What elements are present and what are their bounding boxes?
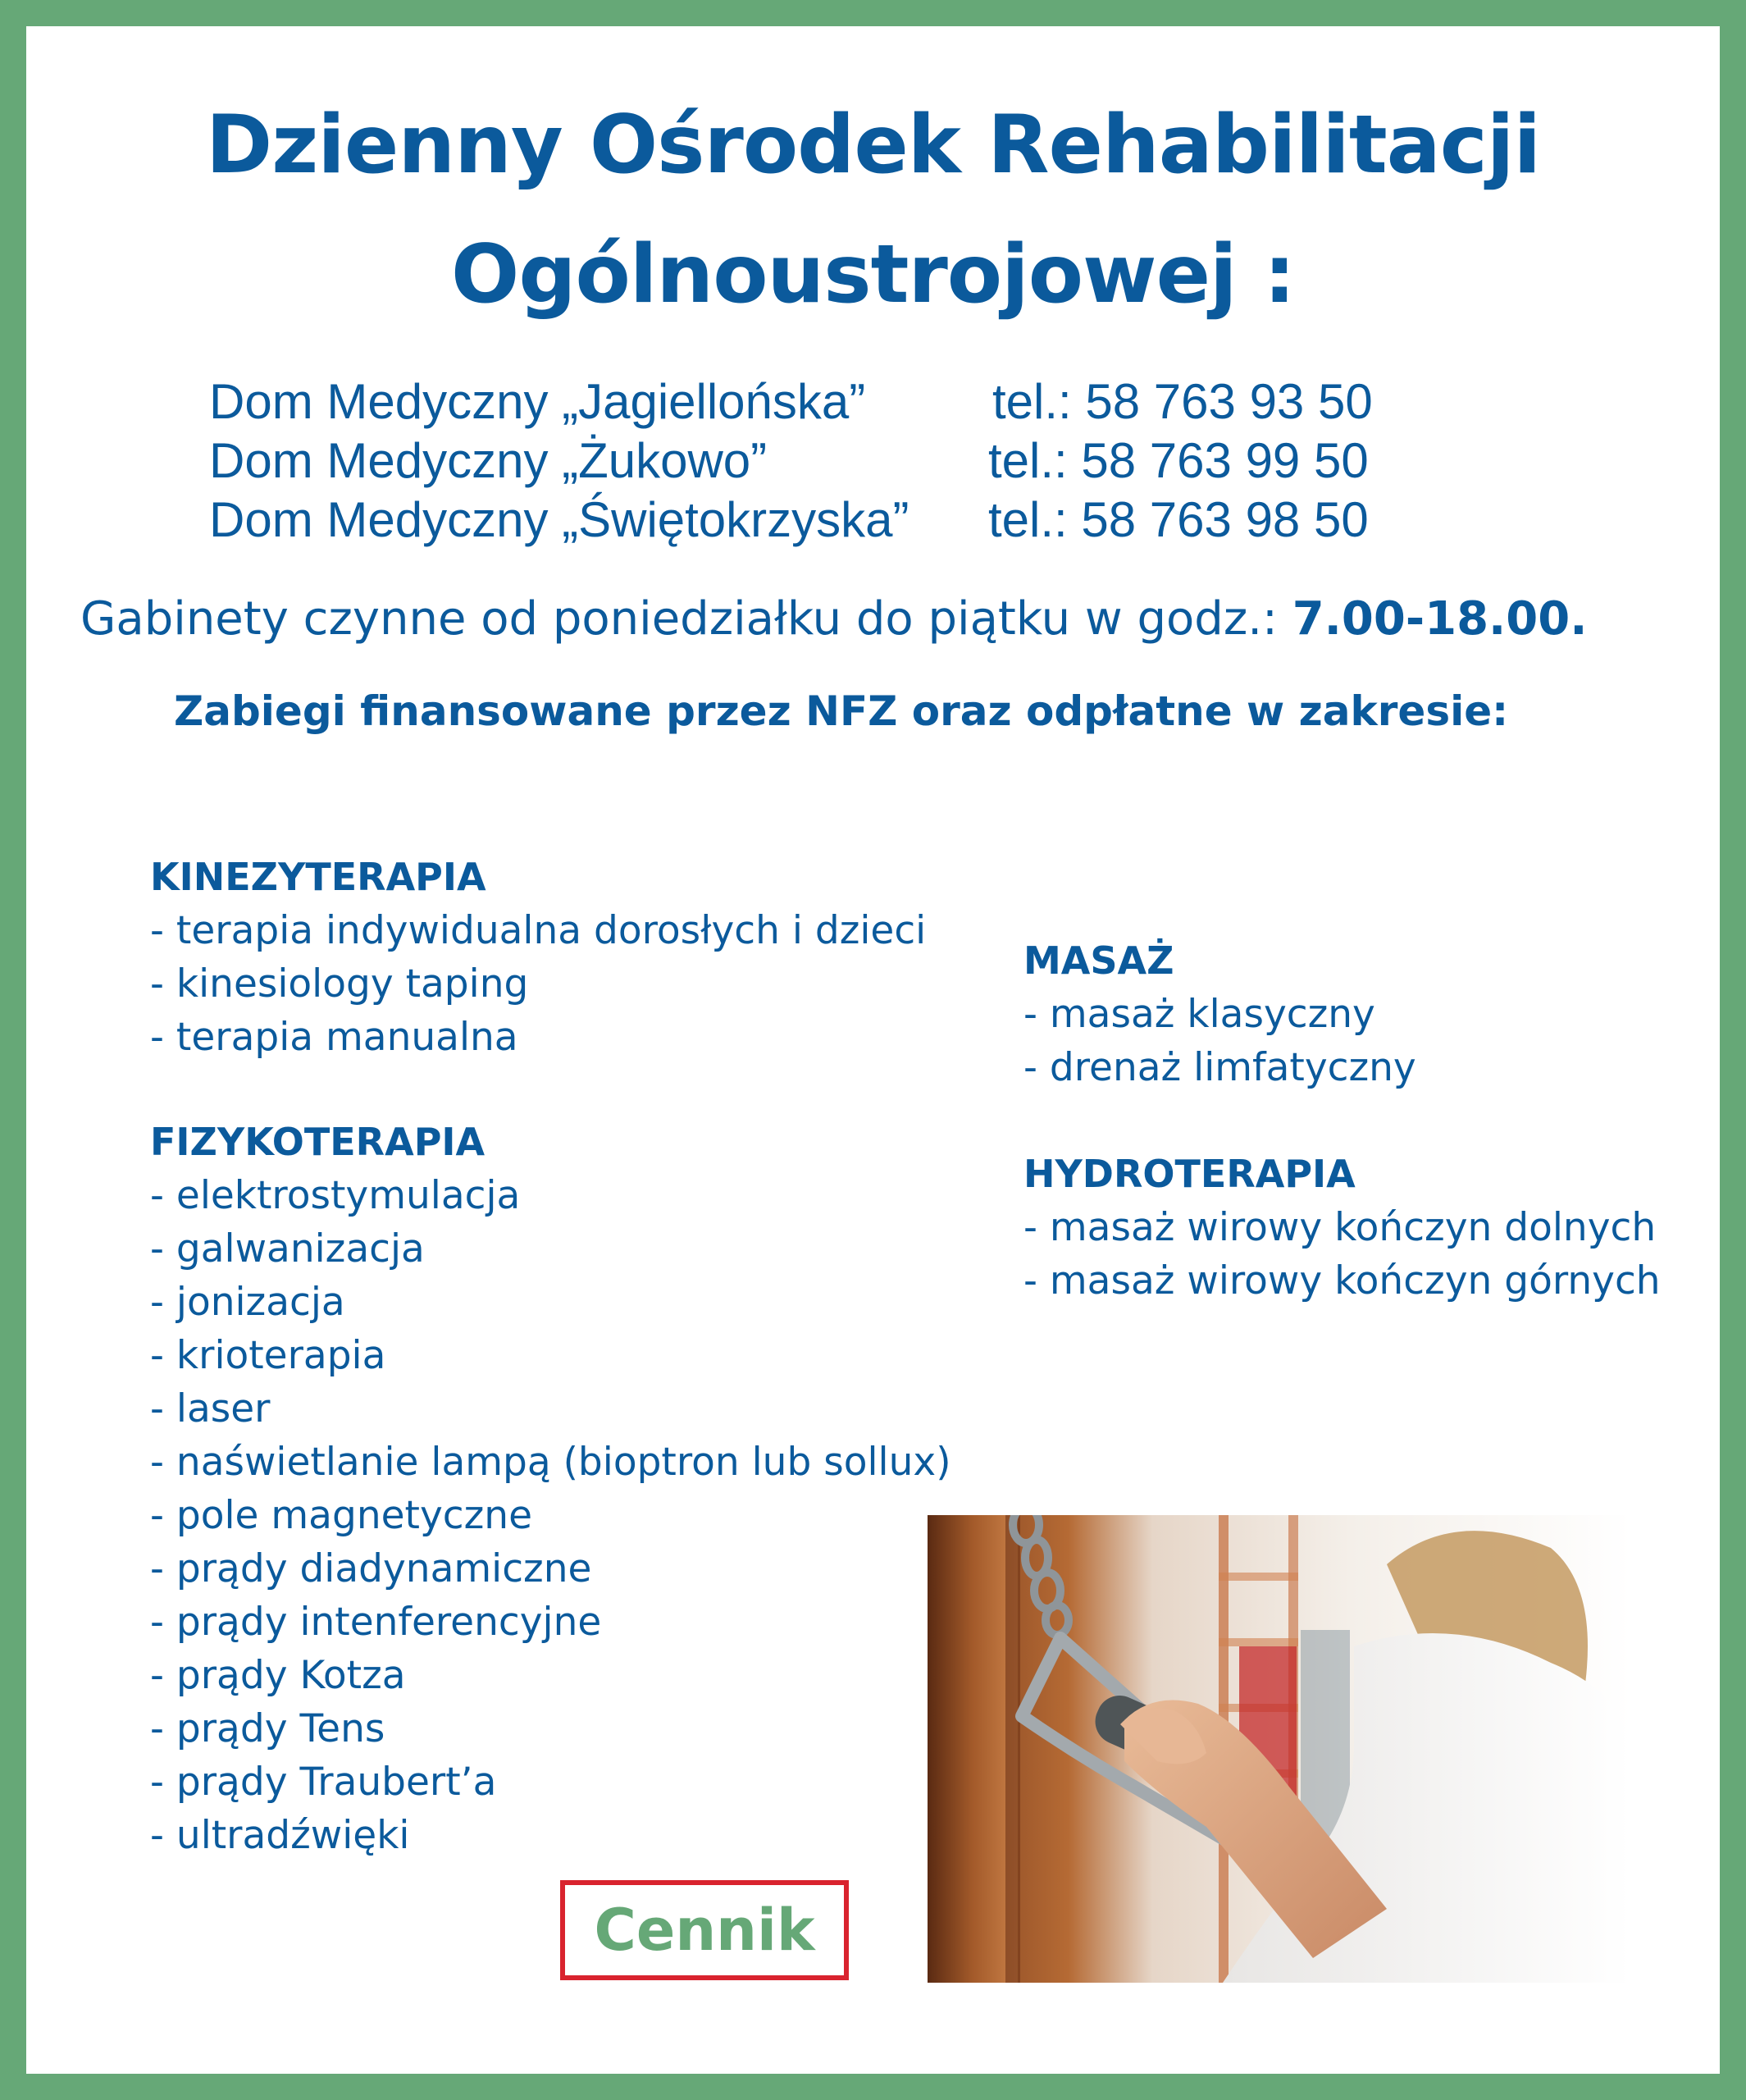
list-item: - prądy Traubert’a <box>150 1760 497 1805</box>
list-item: - drenaż limfatyczny <box>1023 1045 1416 1090</box>
list-item: - pole magnetyczne <box>150 1493 532 1538</box>
list-item: - elektrostymulacja <box>150 1173 521 1218</box>
list-fizykoterapia <box>150 1169 951 1862</box>
list-item: - terapia manualna <box>150 1015 518 1060</box>
list-item: - laser <box>150 1386 271 1431</box>
list-item: - prądy intenferencyjne <box>150 1600 602 1645</box>
page-title-line1: Dzienny Ośrodek Rehabilitacji <box>205 98 1541 192</box>
list-item: - masaż klasyczny <box>1023 992 1375 1037</box>
contact-row <box>209 432 1439 491</box>
cennik-button[interactable]: Cennik <box>560 1880 849 1980</box>
list-item: - galwanizacja <box>150 1226 425 1271</box>
rehab-photo <box>928 1515 1631 1983</box>
opening-hours-time: 7.00-18.00. <box>1292 592 1588 646</box>
page-title-line2: Ogólnoustrojowej : <box>451 228 1295 322</box>
contact-name: Dom Medyczny „Jagiellońska” <box>209 374 866 429</box>
list-masaz <box>1023 988 1416 1094</box>
list-item: - naświetlanie lampą (bioptron lub sollux) <box>150 1440 951 1485</box>
opening-hours <box>80 592 1588 646</box>
contact-name: Dom Medyczny „Żukowo” <box>209 433 768 488</box>
list-kinezyterapia <box>150 904 926 1064</box>
list-item: - masaż wirowy kończyn górnych <box>1023 1258 1661 1303</box>
list-item: - prądy Tens <box>150 1706 385 1751</box>
contact-name: Dom Medyczny „Świętokrzyska” <box>209 492 909 547</box>
list-hydroterapia <box>1023 1201 1661 1308</box>
list-item: - prądy Kotza <box>150 1653 406 1698</box>
list-item: - terapia indywidualna dorosłych i dzieci <box>150 908 927 953</box>
list-item: - kinesiology taping <box>150 961 529 1007</box>
contact-phone[interactable]: tel.: 58 763 98 50 <box>988 492 1369 547</box>
financing-heading: Zabiegi finansowane przez NFZ oraz odpłatne w zakresie: <box>174 687 1509 735</box>
contact-phone[interactable]: tel.: 58 763 93 50 <box>992 374 1373 429</box>
contact-row <box>209 373 1439 432</box>
section-heading-fizykoterapia: FIZYKOTERAPIA <box>150 1120 486 1164</box>
opening-hours-text: Gabinety czynne od poniedziałku do piątku w godz.: <box>80 592 1292 646</box>
section-heading-masaz: MASAŻ <box>1023 938 1174 983</box>
list-item: - jonizacja <box>150 1280 345 1325</box>
contact-phone[interactable]: tel.: 58 763 99 50 <box>988 433 1369 488</box>
contact-row <box>209 491 1439 550</box>
list-item: - ultradźwięki <box>150 1813 410 1858</box>
list-item: - masaż wirowy kończyn dolnych <box>1023 1205 1657 1250</box>
section-heading-hydroterapia: HYDROTERAPIA <box>1023 1152 1356 1196</box>
list-item: - prądy diadynamiczne <box>150 1546 592 1591</box>
list-item: - krioterapia <box>150 1333 386 1378</box>
rehab-photo-illustration <box>928 1515 1631 1983</box>
section-heading-kinezyterapia: KINEZYTERAPIA <box>150 855 486 899</box>
